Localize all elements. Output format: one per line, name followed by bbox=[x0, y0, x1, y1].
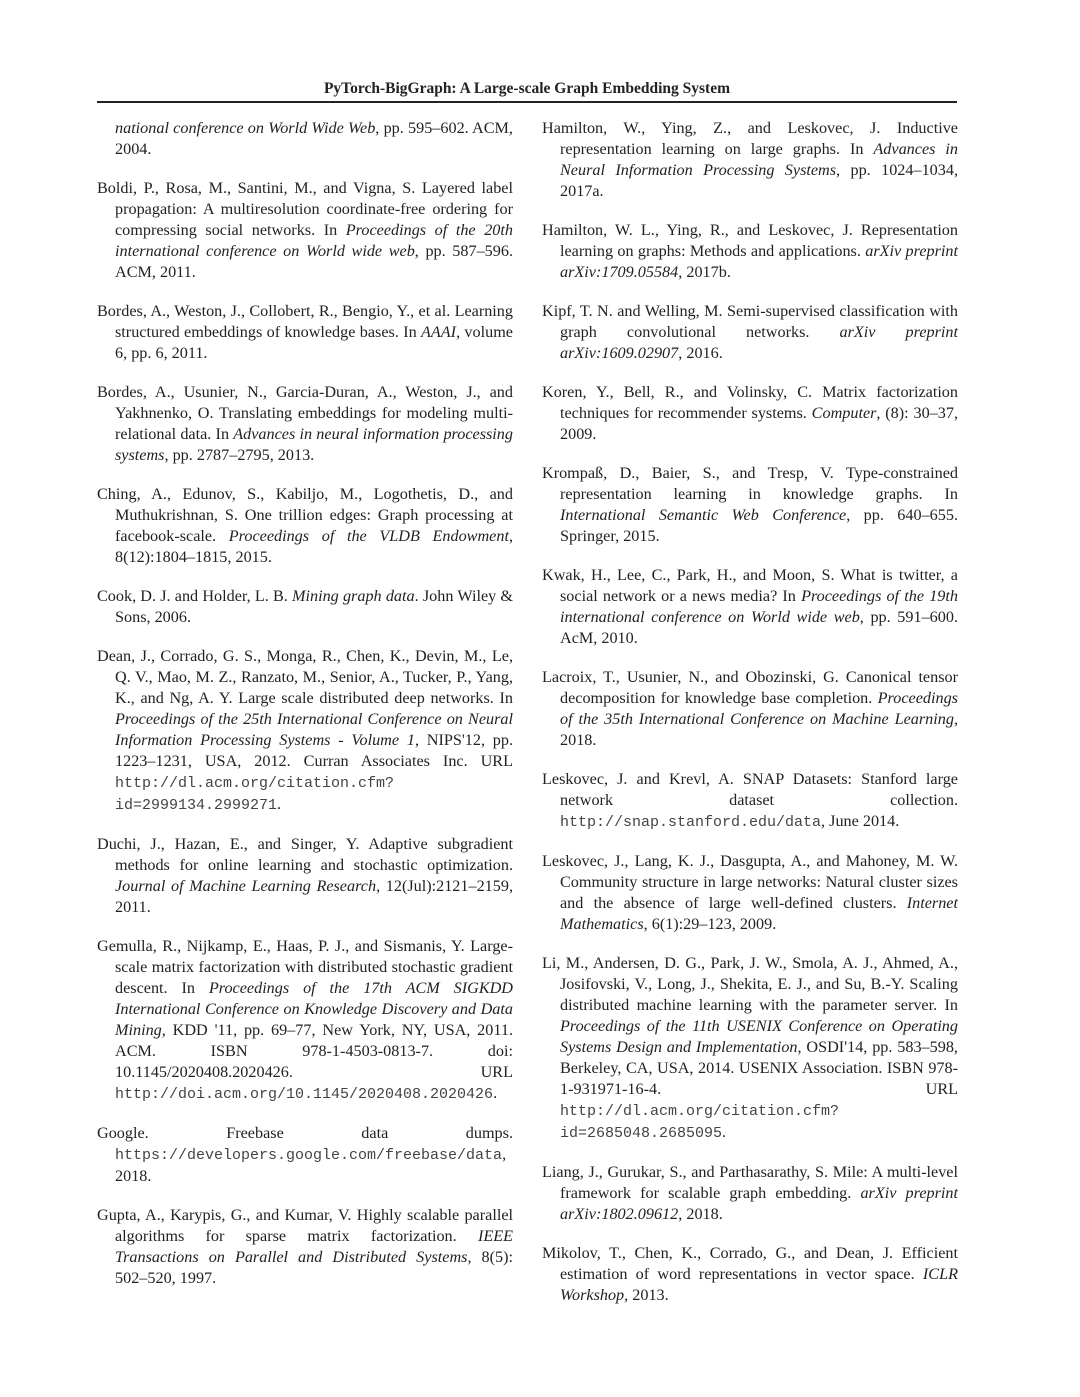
reference-entry bbox=[97, 382, 513, 466]
reference-venue: Proceedings of the 35th International Conference on Machine Learning bbox=[560, 689, 958, 728]
reference-venue: arXiv preprint arXiv:1709.05584 bbox=[560, 242, 958, 281]
reference-entry bbox=[542, 118, 958, 202]
reference-venue: Proceedings of the 19th international conference on World wide web bbox=[560, 587, 958, 626]
reference-text: , 8(5): 502–520, 1997. bbox=[115, 1248, 514, 1287]
reference-venue: Internet Mathematics bbox=[560, 894, 958, 933]
reference-text: , pp. 1024–1034, 2017a. bbox=[560, 161, 958, 200]
reference-text: Liang, J., Gurukar, S., and Parthasarathy, S. Mile: A multi-level framework for scalable graph embedding. bbox=[542, 1163, 958, 1202]
reference-text: Gupta, A., Karypis, G., and Kumar, V. Highly scalable parallel algorithms for sparse matrix factorization. bbox=[97, 1206, 513, 1245]
reference-text: , 2013. bbox=[624, 1286, 669, 1304]
reference-entry bbox=[542, 667, 958, 751]
reference-venue: IEEE Transactions on Parallel and Distributed Systems bbox=[115, 1227, 513, 1266]
reference-url[interactable]: http://dl.acm.org/citation.cfm?id=2999134.2999271 bbox=[115, 775, 395, 814]
reference-venue: Proceedings of the VLDB Endowment bbox=[228, 527, 509, 545]
reference-venue: Mining graph data bbox=[292, 587, 415, 605]
reference-text: . John Wiley & Sons, 2006. bbox=[115, 587, 513, 626]
reference-text: Hamilton, W., Ying, Z., and Leskovec, J. Inductive representation learning on large graphs. In bbox=[542, 119, 958, 158]
reference-text: , NIPS'12, pp. 1223–1231, USA, 2012. Curran Associates Inc. URL bbox=[115, 731, 514, 770]
reference-text: Mikolov, T., Chen, K., Corrado, G., and Dean, J. Efficient estimation of word representations in vector space. bbox=[542, 1244, 958, 1283]
reference-text: Boldi, P., Rosa, M., Santini, M., and Vigna, S. Layered label propagation: A multiresolution coordinate-free ordering for compressing social networks. In bbox=[97, 179, 513, 239]
reference-venue: Proceedings of the 17th ACM SIGKDD International Conference on Knowledge Discovery and Data Mining bbox=[115, 979, 513, 1039]
reference-text: , 12(Jul):2121–2159, 2011. bbox=[115, 877, 513, 916]
reference-entry bbox=[97, 646, 513, 816]
reference-entry bbox=[97, 1205, 513, 1289]
reference-text: Leskovec, J. and Krevl, A. SNAP Datasets: Stanford large network dataset collection. bbox=[542, 770, 958, 809]
header-rule bbox=[97, 101, 957, 103]
reference-text: Koren, Y., Bell, R., and Volinsky, C. Matrix factorization techniques for recommender systems. bbox=[542, 383, 958, 422]
reference-entry bbox=[97, 834, 513, 918]
reference-text: . bbox=[277, 795, 282, 813]
reference-text: . bbox=[493, 1084, 498, 1102]
reference-venue: International Semantic Web Conference bbox=[560, 506, 847, 524]
reference-venue: Advances in neural information processing systems bbox=[115, 425, 513, 464]
reference-entry bbox=[97, 301, 513, 364]
reference-venue: Computer bbox=[811, 404, 877, 422]
reference-entry bbox=[542, 301, 958, 364]
reference-text: Kwak, H., Lee, C., Park, H., and Moon, S. What is twitter, a social network or a news media? In bbox=[542, 566, 958, 605]
reference-venue: Proceedings of the 25th International Conference on Neural Information Processing Systems - Volume 1 bbox=[115, 710, 513, 749]
reference-text: , 2018. bbox=[560, 710, 958, 749]
reference-text: Duchi, J., Hazan, E., and Singer, Y. Adaptive subgradient methods for online learning and stochastic optimization. bbox=[97, 835, 513, 874]
running-header: PyTorch-BigGraph: A Large-scale Graph Embedding System bbox=[323, 80, 731, 97]
reference-url[interactable]: http://doi.acm.org/10.1145/2020408.2020426 bbox=[115, 1086, 494, 1103]
reference-text: , KDD '11, pp. 69–77, New York, NY, USA, 2011. ACM. ISBN 978-1-4503-0813-7. doi: 10.1145/2020408.2020426. URL bbox=[115, 1021, 513, 1081]
reference-entry bbox=[542, 220, 958, 283]
reference-text: , 2018. bbox=[678, 1205, 723, 1223]
reference-text: , pp. 2787–2795, 2013. bbox=[164, 446, 315, 464]
reference-entry bbox=[97, 586, 513, 628]
reference-text: , 2016. bbox=[678, 344, 723, 362]
reference-venue: Journal of Machine Learning Research bbox=[115, 877, 377, 895]
reference-entry bbox=[542, 953, 958, 1144]
reference-text: , June 2014. bbox=[821, 812, 900, 830]
reference-text: Leskovec, J., Lang, K. J., Dasgupta, A., and Mahoney, M. W. Community structure in large networks: Natural cluster sizes and the absence of large well-defined clusters. bbox=[542, 852, 958, 912]
reference-text: Gemulla, R., Nijkamp, E., Haas, P. J., and Sismanis, Y. Large-scale matrix factorization with distributed stochastic gradient descent. In bbox=[97, 937, 513, 997]
reference-text: , 2017b. bbox=[678, 263, 731, 281]
reference-entry bbox=[542, 1162, 958, 1225]
reference-entry bbox=[97, 936, 513, 1105]
references-left-column bbox=[97, 118, 513, 1307]
reference-text: Dean, J., Corrado, G. S., Monga, R., Chen, K., Devin, M., Le, Q. V., Mao, M. Z., Ranzato, M., Senior, A., Tucker, P., Yang, K., and Ng, A. Y. Large scale distributed deep networks. In bbox=[97, 647, 513, 707]
reference-text: Google. Freebase data dumps. bbox=[97, 1124, 513, 1142]
reference-venue: arXiv preprint arXiv:1802.09612 bbox=[560, 1184, 958, 1223]
reference-text: , 2018. bbox=[115, 1145, 507, 1185]
reference-text: , 8(12):1804–1815, 2015. bbox=[115, 527, 513, 566]
reference-url[interactable]: http://snap.stanford.edu/data bbox=[560, 814, 822, 831]
reference-text: Cook, D. J. and Holder, L. B. bbox=[97, 587, 293, 605]
references-right-column bbox=[542, 118, 958, 1324]
reference-text: Krompaß, D., Baier, S., and Tresp, V. Type-constrained representation learning in knowledge graphs. In bbox=[542, 464, 958, 503]
reference-entry bbox=[542, 463, 958, 547]
reference-venue: arXiv preprint arXiv:1609.02907 bbox=[560, 323, 958, 362]
reference-text: Bordes, A., Weston, J., Collobert, R., Bengio, Y., et al. Learning structured embeddings of knowledge bases. In bbox=[97, 302, 513, 341]
reference-text: Bordes, A., Usunier, N., Garcia-Duran, A., Weston, J., and Yakhnenko, O. Translating embeddings for modeling multi-relational data. In bbox=[97, 383, 513, 443]
reference-venue: Proceedings of the 20th international conference on World wide web bbox=[115, 221, 513, 260]
reference-text: , OSDI'14, pp. 583–598, Berkeley, CA, USA, 2014. USENIX Association. ISBN 978-1-931971-16-4. URL bbox=[560, 1038, 958, 1098]
reference-entry bbox=[542, 851, 958, 935]
reference-entry bbox=[542, 1243, 958, 1306]
reference-entry bbox=[542, 382, 958, 445]
reference-text: Hamilton, W. L., Ying, R., and Leskovec, J. Representation learning on graphs: Methods and applications. bbox=[542, 221, 958, 260]
reference-text: , (8): 30–37, 2009. bbox=[560, 404, 958, 443]
reference-venue: AAAI bbox=[421, 323, 457, 341]
reference-venue: Proceedings of the 11th USENIX Conference on Operating Systems Design and Implementation bbox=[560, 1017, 958, 1056]
reference-text: , pp. 595–602. ACM, 2004. bbox=[115, 119, 513, 158]
reference-text: Kipf, T. N. and Welling, M. Semi-supervised classification with graph convolutional networks. bbox=[542, 302, 958, 341]
reference-venue: national conference on World Wide Web bbox=[115, 119, 376, 137]
reference-entry bbox=[97, 118, 513, 160]
reference-entry bbox=[97, 484, 513, 568]
reference-url[interactable]: https://developers.google.com/freebase/data bbox=[115, 1147, 503, 1164]
reference-text: . bbox=[722, 1123, 727, 1141]
reference-url[interactable]: http://dl.acm.org/citation.cfm?id=2685048.2685095 bbox=[560, 1103, 840, 1142]
reference-text: , 6(1):29–123, 2009. bbox=[643, 915, 777, 933]
reference-entry bbox=[97, 1123, 513, 1187]
reference-entry bbox=[97, 178, 513, 283]
reference-venue: ICLR Workshop bbox=[560, 1265, 958, 1304]
reference-text: , pp. 640–655. Springer, 2015. bbox=[560, 506, 958, 545]
reference-text: , pp. 587–596. ACM, 2011. bbox=[115, 242, 513, 281]
reference-text: , pp. 591–600. AcM, 2010. bbox=[560, 608, 958, 647]
reference-venue: Advances in Neural Information Processing Systems bbox=[560, 140, 958, 179]
reference-text: Ching, A., Edunov, S., Kabiljo, M., Logothetis, D., and Muthukrishnan, S. One trillion edges: Graph processing at facebook-scale. bbox=[97, 485, 513, 545]
reference-text: Li, M., Andersen, D. G., Park, J. W., Smola, A. J., Ahmed, A., Josifovski, V., Long, J., Shekita, E. J., and Su, B.-Y. Scaling distributed machine learning with the parameter server. In bbox=[542, 954, 958, 1014]
reference-text: Lacroix, T., Usunier, N., and Obozinski, G. Canonical tensor decomposition for knowledge base completion. bbox=[542, 668, 958, 707]
reference-text: , volume 6, pp. 6, 2011. bbox=[115, 323, 513, 362]
reference-entry bbox=[542, 769, 958, 833]
reference-entry bbox=[542, 565, 958, 649]
